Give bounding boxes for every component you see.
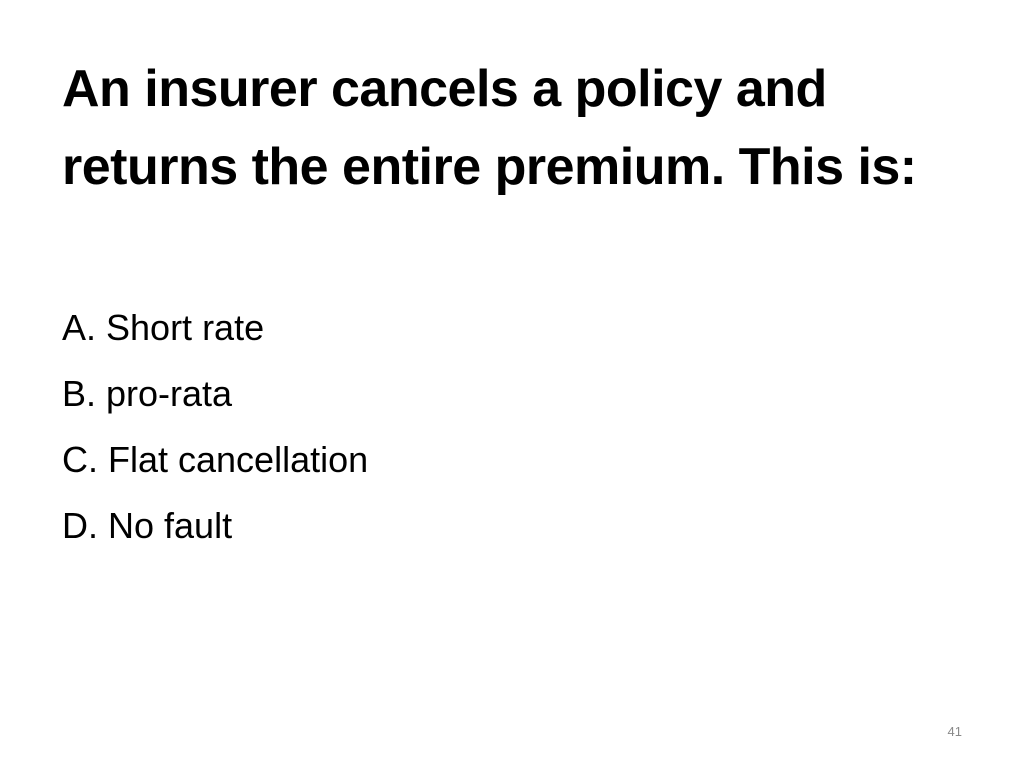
option-a: A. Short rate (62, 307, 265, 348)
slide-number: 41 (947, 724, 962, 739)
slide-title: An insurer cancels a policy and returns the entire premium. This is: (62, 60, 917, 196)
option-b: B. pro-rata (62, 373, 233, 414)
option-d: D. No fault (62, 505, 233, 546)
answer-options-list (62, 306, 368, 570)
option-c: C. Flat cancellation (62, 439, 369, 480)
